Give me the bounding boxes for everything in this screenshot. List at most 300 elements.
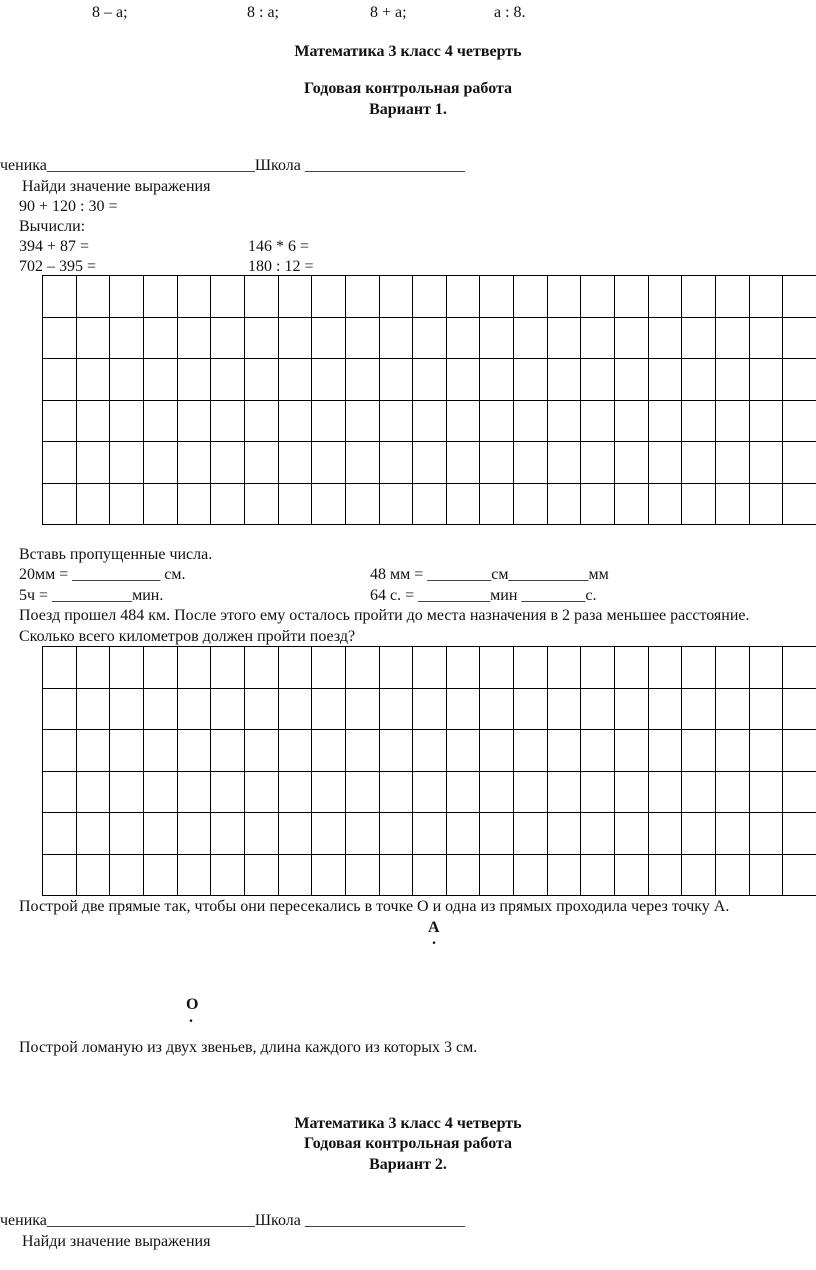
grid-cell (649, 855, 683, 897)
grid-cell (514, 484, 548, 526)
grid-cell (110, 647, 144, 689)
grid-cell (279, 855, 313, 897)
grid-cell (716, 442, 750, 484)
grid-cell (447, 689, 481, 731)
grid-cell (312, 855, 346, 897)
task1-title: Найди значение выражения (22, 178, 211, 195)
grid-cell (346, 647, 380, 689)
grid-cell (716, 401, 750, 443)
task3-title: Вставь пропущенные числа. (19, 546, 213, 563)
grid-cell (548, 855, 582, 897)
grid-cell (447, 484, 481, 526)
variant2-number: Вариант 2. (369, 1156, 447, 1173)
grid-cell (682, 813, 716, 855)
grid-cell (279, 318, 313, 360)
task6-text: Построй ломаную из двух звеньев, длина каждого из которых 3 см. (19, 1039, 478, 1056)
grid-cell (245, 359, 279, 401)
task4-line-2: Сколько всего километров должен пройти поезд? (19, 628, 356, 645)
task2-expression-b: 146 * 6 = (248, 238, 310, 255)
grid-cell (716, 318, 750, 360)
grid-cell (682, 730, 716, 772)
task3-item-b: 48 мм = ________см__________мм (370, 566, 609, 583)
grid-cell (312, 359, 346, 401)
grid-cell (77, 401, 111, 443)
grid-cell (346, 442, 380, 484)
grid-cell (480, 689, 514, 731)
grid-cell (447, 647, 481, 689)
grid-cell (480, 318, 514, 360)
task4-line-1: Поезд прошел 484 км. После этого ему осталось пройти до места назначения в 2 раза меньшее расстояние. (19, 607, 750, 624)
grid-cell (43, 276, 77, 318)
grid-cell (312, 442, 346, 484)
grid-cell (514, 730, 548, 772)
grid-cell (110, 442, 144, 484)
variant2-title: Математика 3 класс 4 четверть (294, 1115, 522, 1132)
grid-cell (346, 401, 380, 443)
grid-cell (346, 813, 380, 855)
grid-cell (380, 730, 414, 772)
grid-cell (615, 401, 649, 443)
grid-cell (413, 813, 447, 855)
grid-cell (783, 647, 816, 689)
grid-cell (413, 442, 447, 484)
grid-cell (245, 689, 279, 731)
grid-cell (178, 772, 212, 814)
grid-cell (211, 442, 245, 484)
grid-cell (581, 730, 615, 772)
answer-grid-2 (42, 646, 816, 896)
grid-cell (211, 318, 245, 360)
grid-cell (716, 772, 750, 814)
grid-cell (413, 276, 447, 318)
grid-cell (783, 442, 816, 484)
grid-cell (682, 401, 716, 443)
grid-cell (43, 401, 77, 443)
grid-cell (211, 647, 245, 689)
grid-cell (514, 855, 548, 897)
grid-cell (245, 276, 279, 318)
grid-cell (380, 689, 414, 731)
grid-cell (346, 772, 380, 814)
grid-cell (480, 647, 514, 689)
grid-cell (447, 401, 481, 443)
grid-cell (615, 813, 649, 855)
grid-cell (548, 813, 582, 855)
grid-cell (77, 689, 111, 731)
variant2-student-line: ченика__________________________Школа ____________________ (0, 1212, 465, 1229)
grid-cell (649, 730, 683, 772)
grid-cell (178, 647, 212, 689)
grid-cell (581, 647, 615, 689)
variant1-subtitle: Годовая контрольная работа (303, 80, 513, 97)
grid-cell (211, 730, 245, 772)
grid-cell (447, 813, 481, 855)
grid-cell (144, 276, 178, 318)
grid-cell (447, 442, 481, 484)
grid-cell (279, 813, 313, 855)
grid-cell (279, 276, 313, 318)
point-a-dot: . (432, 931, 436, 948)
grid-cell (716, 855, 750, 897)
grid-cell (245, 772, 279, 814)
grid-cell (514, 689, 548, 731)
grid-cell (110, 730, 144, 772)
grid-cell (144, 730, 178, 772)
grid-cell (447, 855, 481, 897)
grid-cell (279, 401, 313, 443)
grid-cell (447, 772, 481, 814)
grid-cell (413, 647, 447, 689)
grid-cell (110, 276, 144, 318)
grid-cell (480, 813, 514, 855)
task3-item-a: 20мм = ___________ см. (19, 566, 186, 583)
grid-cell (77, 318, 111, 360)
grid-cell (211, 813, 245, 855)
grid-cell (750, 689, 784, 731)
grid-cell (43, 647, 77, 689)
grid-cell (178, 359, 212, 401)
task3-item-c: 5ч = __________мин. (19, 587, 164, 604)
grid-cell (110, 318, 144, 360)
grid-cell (447, 318, 481, 360)
grid-cell (413, 401, 447, 443)
grid-cell (77, 813, 111, 855)
grid-cell (43, 772, 77, 814)
grid-cell (245, 318, 279, 360)
grid-cell (480, 359, 514, 401)
grid-cell (716, 689, 750, 731)
grid-cell (43, 855, 77, 897)
grid-cell (380, 855, 414, 897)
grid-cell (178, 484, 212, 526)
grid-cell (346, 359, 380, 401)
grid-cell (43, 730, 77, 772)
grid-cell (649, 401, 683, 443)
grid-cell (245, 484, 279, 526)
variant1-title: Математика 3 класс 4 четверть (294, 43, 522, 60)
top-expression-4: а : 8. (494, 4, 526, 21)
task2-expression-c: 702 – 395 = (19, 258, 97, 275)
grid-cell (211, 855, 245, 897)
grid-cell (548, 689, 582, 731)
grid-cell (77, 484, 111, 526)
grid-cell (716, 484, 750, 526)
grid-cell (480, 276, 514, 318)
grid-cell (178, 318, 212, 360)
grid-cell (682, 689, 716, 731)
grid-cell (615, 442, 649, 484)
grid-cell (77, 647, 111, 689)
grid-cell (279, 359, 313, 401)
grid-cell (783, 772, 816, 814)
grid-cell (43, 689, 77, 731)
grid-cell (346, 689, 380, 731)
grid-cell (77, 730, 111, 772)
student-line: ченика__________________________Школа ____________________ (0, 157, 465, 174)
grid-cell (514, 359, 548, 401)
grid-cell (750, 318, 784, 360)
grid-cell (178, 855, 212, 897)
grid-cell (649, 689, 683, 731)
top-expression-3: 8 + а; (370, 4, 407, 21)
grid-cell (682, 647, 716, 689)
grid-cell (245, 813, 279, 855)
grid-cell (480, 401, 514, 443)
grid-cell (750, 772, 784, 814)
grid-cell (682, 442, 716, 484)
grid-cell (110, 772, 144, 814)
grid-cell (413, 689, 447, 731)
grid-cell (649, 276, 683, 318)
grid-cell (279, 484, 313, 526)
grid-cell (581, 813, 615, 855)
top-expression-2: 8 : а; (247, 4, 279, 21)
grid-cell (211, 484, 245, 526)
grid-cell (413, 730, 447, 772)
grid-cell (312, 772, 346, 814)
grid-cell (480, 484, 514, 526)
task3-item-d: 64 с. = _________мин ________с. (370, 587, 597, 604)
grid-cell (312, 647, 346, 689)
grid-cell (514, 442, 548, 484)
grid-cell (346, 730, 380, 772)
grid-cell (110, 484, 144, 526)
grid-cell (581, 359, 615, 401)
grid-cell (548, 647, 582, 689)
grid-cell (750, 647, 784, 689)
grid-cell (312, 318, 346, 360)
grid-cell (649, 318, 683, 360)
grid-cell (43, 318, 77, 360)
grid-cell (682, 484, 716, 526)
grid-cell (77, 276, 111, 318)
grid-cell (548, 484, 582, 526)
grid-cell (615, 359, 649, 401)
grid-cell (346, 276, 380, 318)
grid-cell (716, 647, 750, 689)
grid-cell (380, 442, 414, 484)
grid-cell (514, 401, 548, 443)
grid-cell (77, 855, 111, 897)
grid-cell (649, 772, 683, 814)
grid-cell (110, 855, 144, 897)
grid-cell (783, 855, 816, 897)
grid-cell (615, 276, 649, 318)
variant2-task1-title: Найди значение выражения (22, 1233, 211, 1250)
grid-cell (380, 484, 414, 526)
grid-cell (312, 689, 346, 731)
grid-cell (178, 442, 212, 484)
grid-cell (346, 855, 380, 897)
grid-cell (783, 484, 816, 526)
grid-cell (178, 730, 212, 772)
variant1-number: Вариант 1. (369, 101, 447, 118)
grid-cell (245, 855, 279, 897)
grid-cell (144, 813, 178, 855)
grid-cell (413, 359, 447, 401)
grid-cell (380, 813, 414, 855)
grid-cell (110, 359, 144, 401)
grid-cell (447, 276, 481, 318)
grid-cell (144, 855, 178, 897)
top-expression-1: 8 – а; (92, 4, 128, 21)
grid-cell (211, 401, 245, 443)
grid-cell (178, 813, 212, 855)
grid-cell (649, 359, 683, 401)
grid-cell (548, 442, 582, 484)
grid-cell (312, 813, 346, 855)
grid-cell (380, 276, 414, 318)
grid-cell (649, 442, 683, 484)
grid-cell (581, 484, 615, 526)
grid-cell (110, 689, 144, 731)
grid-cell (43, 442, 77, 484)
grid-cell (211, 689, 245, 731)
grid-cell (581, 318, 615, 360)
grid-cell (279, 689, 313, 731)
grid-cell (750, 855, 784, 897)
grid-cell (548, 276, 582, 318)
grid-cell (447, 730, 481, 772)
grid-cell (682, 359, 716, 401)
grid-cell (312, 484, 346, 526)
grid-cell (413, 855, 447, 897)
grid-cell (245, 442, 279, 484)
grid-cell (514, 772, 548, 814)
grid-cell (581, 689, 615, 731)
task2-expression-d: 180 : 12 = (248, 258, 314, 275)
task2-title: Вычисли: (19, 218, 86, 235)
grid-cell (178, 689, 212, 731)
grid-cell (615, 647, 649, 689)
grid-cell (480, 730, 514, 772)
grid-cell (581, 855, 615, 897)
grid-cell (43, 813, 77, 855)
grid-cell (783, 318, 816, 360)
grid-cell (716, 276, 750, 318)
grid-cell (783, 401, 816, 443)
grid-cell (480, 855, 514, 897)
grid-cell (77, 359, 111, 401)
grid-cell (144, 772, 178, 814)
grid-cell (649, 484, 683, 526)
grid-cell (144, 318, 178, 360)
grid-cell (716, 359, 750, 401)
grid-cell (682, 318, 716, 360)
grid-cell (514, 276, 548, 318)
grid-cell (312, 276, 346, 318)
grid-cell (312, 730, 346, 772)
grid-cell (279, 730, 313, 772)
grid-cell (144, 647, 178, 689)
grid-cell (110, 813, 144, 855)
grid-cell (279, 442, 313, 484)
grid-cell (649, 647, 683, 689)
grid-cell (783, 276, 816, 318)
grid-cell (581, 401, 615, 443)
grid-cell (750, 401, 784, 443)
grid-cell (312, 401, 346, 443)
grid-cell (514, 318, 548, 360)
grid-cell (144, 484, 178, 526)
task5-text: Построй две прямые так, чтобы они пересекались в точке О и одна из прямых проходила через точку А. (19, 898, 730, 915)
grid-cell (245, 647, 279, 689)
grid-cell (178, 401, 212, 443)
grid-cell (783, 813, 816, 855)
grid-cell (783, 359, 816, 401)
task1-expression: 90 + 120 : 30 = (19, 198, 118, 215)
grid-cell (548, 730, 582, 772)
grid-cell (750, 730, 784, 772)
grid-cell (346, 318, 380, 360)
grid-cell (43, 359, 77, 401)
grid-cell (245, 730, 279, 772)
grid-cell (514, 813, 548, 855)
grid-cell (178, 276, 212, 318)
grid-cell (480, 772, 514, 814)
grid-cell (480, 442, 514, 484)
grid-cell (649, 813, 683, 855)
grid-cell (716, 730, 750, 772)
grid-cell (380, 318, 414, 360)
grid-cell (783, 730, 816, 772)
grid-cell (380, 647, 414, 689)
grid-cell (211, 276, 245, 318)
grid-cell (682, 276, 716, 318)
grid-cell (279, 647, 313, 689)
grid-cell (581, 276, 615, 318)
grid-cell (615, 772, 649, 814)
grid-cell (548, 772, 582, 814)
grid-cell (514, 647, 548, 689)
task2-expression-a: 394 + 87 = (19, 238, 90, 255)
grid-cell (380, 359, 414, 401)
grid-cell (144, 689, 178, 731)
grid-cell (110, 401, 144, 443)
grid-cell (380, 401, 414, 443)
grid-cell (548, 401, 582, 443)
grid-cell (413, 484, 447, 526)
grid-cell (716, 813, 750, 855)
grid-cell (77, 442, 111, 484)
grid-cell (380, 772, 414, 814)
variant2-subtitle: Годовая контрольная работа (303, 1135, 513, 1152)
grid-cell (615, 855, 649, 897)
grid-cell (43, 484, 77, 526)
point-a-label: А (428, 919, 440, 936)
grid-cell (144, 442, 178, 484)
grid-cell (750, 442, 784, 484)
point-o-label: О (186, 996, 199, 1013)
grid-cell (447, 359, 481, 401)
grid-cell (245, 401, 279, 443)
grid-cell (413, 772, 447, 814)
grid-cell (346, 484, 380, 526)
grid-cell (211, 359, 245, 401)
grid-cell (750, 276, 784, 318)
grid-cell (279, 772, 313, 814)
grid-cell (682, 855, 716, 897)
grid-cell (77, 772, 111, 814)
grid-cell (750, 484, 784, 526)
grid-cell (783, 689, 816, 731)
grid-cell (615, 484, 649, 526)
grid-cell (615, 318, 649, 360)
grid-cell (615, 730, 649, 772)
grid-cell (144, 359, 178, 401)
grid-cell (144, 401, 178, 443)
grid-cell (211, 772, 245, 814)
